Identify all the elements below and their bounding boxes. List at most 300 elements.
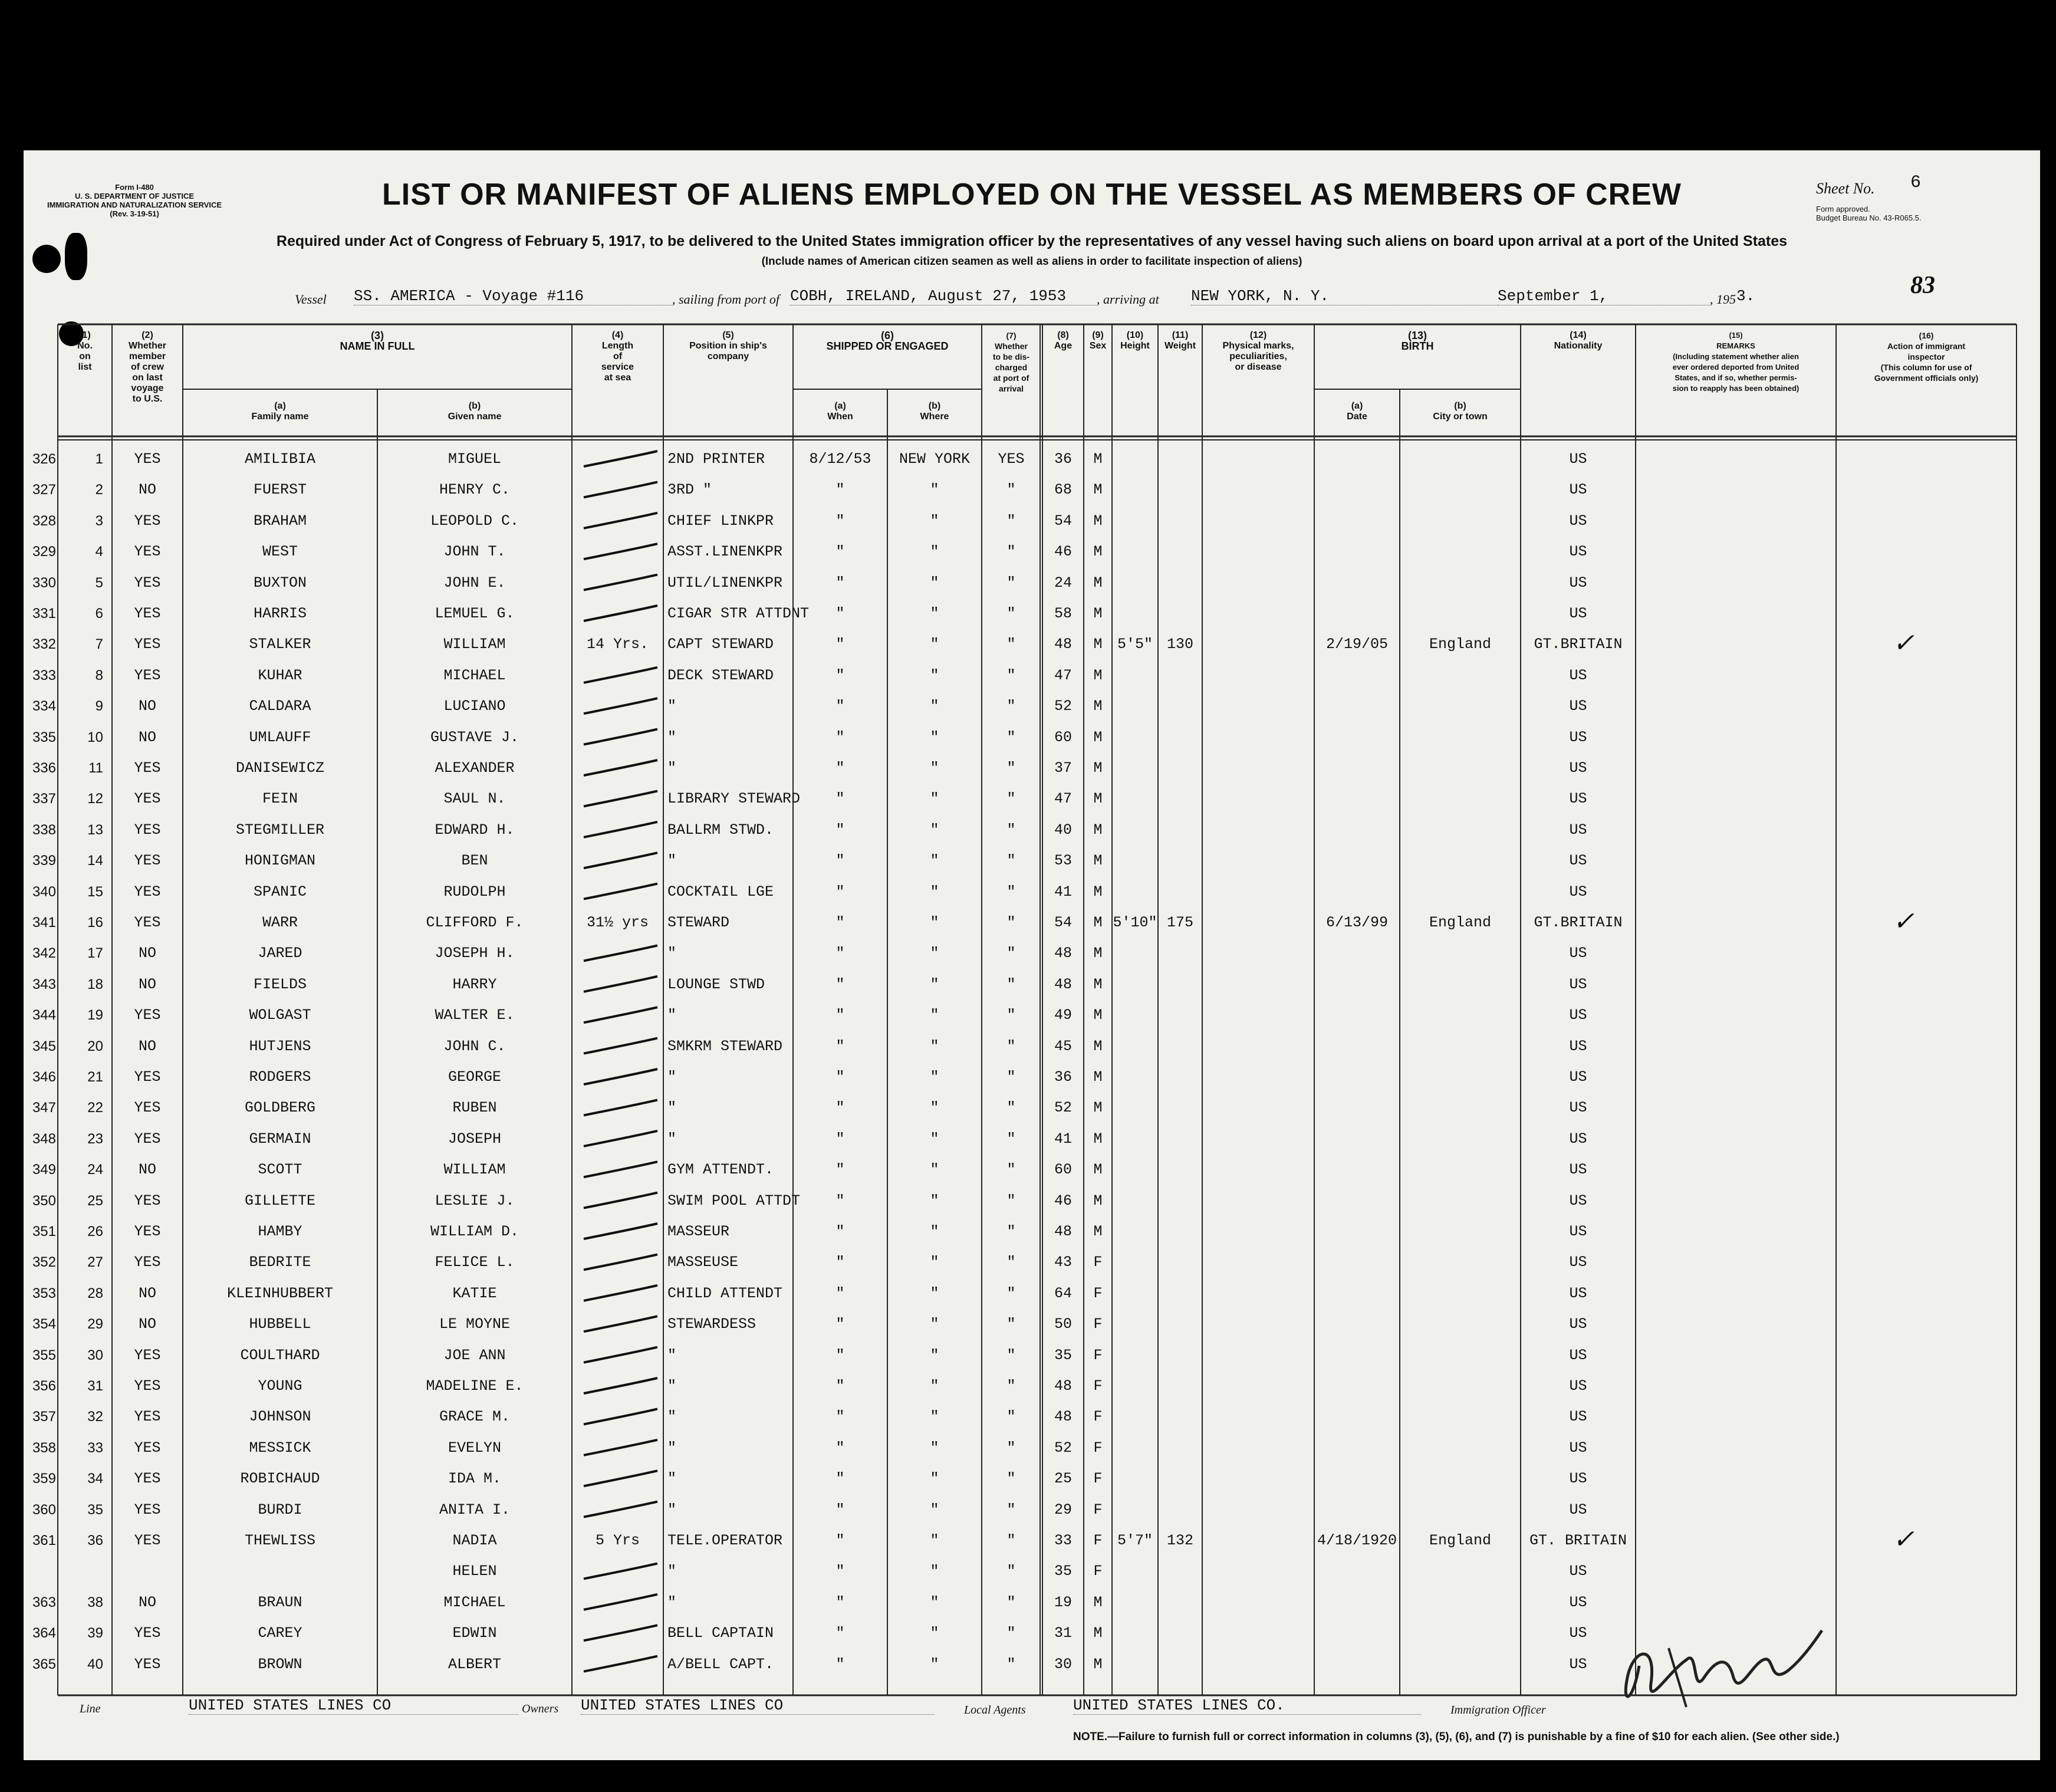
sex: M [1093,1099,1103,1117]
year-value: 3. [1736,287,1755,305]
age: 36 [1054,1068,1072,1086]
family-name: BRAHAM [253,512,307,530]
prev-voyage: YES [134,1346,161,1364]
family-name: BEDRITE [249,1254,311,1271]
shipped-where: " [930,1501,939,1518]
position: " [667,1377,677,1395]
discharge: " [1006,574,1016,591]
given-name: EDWIN [452,1625,497,1642]
form-approval-note: Form approved. Budget Bureau No. 43-R065.5. [1816,205,1922,222]
position: " [667,1408,677,1426]
shipped-where: " [930,1068,939,1086]
discharge: " [1006,1192,1016,1209]
service-dash-mark [584,1285,657,1301]
nationality: GT.BRITAIN [1534,636,1623,653]
nationality: US [1569,1161,1587,1179]
height: 5'10" [1113,914,1157,931]
discharge: " [1006,481,1016,499]
discharge: " [1006,1655,1016,1673]
list-index: 330 [32,574,56,591]
family-name: HONIGMAN [244,852,316,870]
row-number: 34 [87,1471,103,1487]
position: A/BELL CAPT. [667,1655,774,1673]
weight: 130 [1166,636,1193,653]
row-number: 19 [87,1007,103,1024]
prev-voyage: YES [134,451,161,468]
sheet-number: 6 [1910,173,1922,193]
service-dash-mark [584,1563,657,1579]
shipped-when: " [835,1099,845,1117]
given-name: JOHN T. [443,543,506,561]
shipped-where: " [930,666,939,684]
age: 52 [1054,1099,1072,1117]
list-index: 352 [32,1254,56,1271]
discharge: " [1006,1254,1016,1271]
shipped-where: " [930,1161,939,1179]
list-index: 357 [32,1409,56,1425]
shipped-where: " [930,574,939,591]
age: 52 [1054,1439,1072,1456]
service-dash-mark [584,1100,657,1115]
sex: F [1093,1501,1103,1518]
given-name: JOSEPH H. [435,945,515,962]
owners-label: Owners [522,1702,559,1715]
position: " [667,698,677,715]
prev-voyage: YES [134,883,161,900]
given-name: LE MOYNE [439,1316,511,1333]
prev-voyage: YES [134,1408,161,1426]
service-dash-mark [584,1162,657,1177]
header-shipped-when: (a) When [827,401,853,422]
age: 46 [1054,1192,1072,1209]
nationality: US [1569,698,1587,715]
age: 19 [1054,1593,1072,1611]
weight: 175 [1166,914,1193,931]
age: 48 [1054,636,1072,653]
discharge: " [1006,666,1016,684]
list-index: 361 [32,1533,56,1548]
manifest-sheet [24,150,2040,1760]
age: 54 [1054,914,1072,931]
age: 53 [1054,852,1072,870]
service-dash-mark [584,1254,657,1270]
family-name: JARED [258,945,302,962]
sex: M [1093,605,1103,622]
sex: M [1093,759,1103,777]
shipped-when: " [835,666,845,684]
discharge: " [1006,512,1016,530]
prev-voyage: YES [134,1439,161,1456]
header-length-of-service: (4) Length of service at sea [601,330,634,383]
family-name: YOUNG [258,1377,302,1395]
position: CHIEF LINKPR [667,512,774,530]
row-number: 22 [87,1100,103,1116]
service-dash-mark [584,1471,657,1486]
row-number: 40 [87,1656,103,1672]
service-length: 5 Yrs [595,1532,640,1549]
given-name: MIGUEL [448,451,501,468]
shipped-when: " [835,1593,845,1611]
family-name: CALDARA [249,698,311,715]
form-identifier: Form I-480 U. S. DEPARTMENT OF JUSTICE IMMIGRATION AND NATURALIZATION SERVICE (Rev. 3-19-51) [47,183,222,218]
discharge: " [1006,790,1016,808]
sex: F [1093,1532,1103,1549]
age: 50 [1054,1316,1072,1333]
list-index: 333 [32,667,56,683]
row-number: 28 [87,1285,103,1301]
list-index: 331 [32,606,56,622]
discharge: " [1006,1593,1016,1611]
sex: M [1093,451,1103,468]
given-name: NADIA [452,1532,497,1549]
discharge: " [1006,1099,1016,1117]
header-inspector-action: (16) Action of immigrant inspector (This column for use of Government officials only) [1874,331,1979,383]
prev-voyage: YES [134,1501,161,1518]
position: MASSEUR [667,1223,730,1240]
service-dash-mark [584,1069,657,1084]
inspector-check-mark: ✓ [1893,906,1914,936]
age: 48 [1054,945,1072,962]
nationality: US [1569,1130,1587,1147]
row-number: 39 [87,1625,103,1642]
service-dash-mark [584,1193,657,1208]
prev-voyage: YES [134,1007,161,1024]
instruction-subtitle: (Include names of American citizen seamen as well as aliens in order to facilitate inspection of aliens) [761,255,1302,268]
position: " [667,1470,677,1488]
position: " [667,728,677,746]
shipped-where: " [930,1346,939,1364]
row-number: 10 [87,729,103,745]
age: 31 [1054,1625,1072,1642]
prev-voyage: NO [138,1037,156,1055]
row-number: 32 [87,1409,103,1425]
service-dash-mark [584,698,657,713]
prev-voyage: NO [138,728,156,746]
service-dash-mark [584,544,657,559]
family-name: CAREY [258,1625,302,1642]
sex: M [1093,1223,1103,1240]
height: 5'7" [1117,1532,1153,1549]
given-name: JOHN E. [443,574,506,591]
header-birth: (13) BIRTH [1401,330,1434,352]
shipped-where: " [930,481,939,499]
service-dash-mark [584,945,657,961]
given-name: BEN [461,852,488,870]
arrival-date-value: September 1, [1498,287,1710,305]
position: " [667,1439,677,1456]
family-name: BUXTON [253,574,307,591]
prev-voyage: NO [138,945,156,962]
given-name: WALTER E. [435,1007,515,1024]
legal-subtitle: Required under Act of Congress of February 5, 1917, to be delivered to the United States immigration officer by the representatives of any vessel having such aliens on board upon arrival at a port of the United States [276,233,1788,249]
height: 5'5" [1117,636,1153,653]
sex: M [1093,574,1103,591]
discharge: " [1006,1037,1016,1055]
row-number: 29 [87,1316,103,1333]
prev-voyage: YES [134,512,161,530]
page-title: LIST OR MANIFEST OF ALIENS EMPLOYED ON THE VESSEL AS MEMBERS OF CREW [382,177,1682,212]
sex: M [1093,1593,1103,1611]
age: 58 [1054,605,1072,622]
sex: M [1093,666,1103,684]
nationality: US [1569,666,1587,684]
line-label: Line [80,1702,101,1715]
position: SWIM POOL ATTDT [667,1192,801,1209]
prev-voyage: YES [134,1532,161,1549]
nationality: US [1569,1377,1587,1395]
discharge: " [1006,759,1016,777]
family-name: DANISEWICZ [235,759,325,777]
list-index: 364 [32,1625,56,1642]
header-shipped-where: (b) Where [920,401,949,422]
family-name: HUBBELL [249,1316,311,1333]
shipped-where: " [930,543,939,561]
shipped-where: " [930,1655,939,1673]
shipped-where: " [930,1007,939,1024]
header-sex: (9) Sex [1089,330,1107,351]
nationality: US [1569,1223,1587,1240]
given-name: LESLIE J. [435,1192,515,1209]
shipped-when: " [835,1223,845,1240]
nationality: US [1569,945,1587,962]
sex: F [1093,1284,1103,1302]
shipped-where: " [930,728,939,746]
service-dash-mark [584,1440,657,1455]
service-dash-mark [584,822,657,837]
shipped-when: " [835,1439,845,1456]
sex: F [1093,1377,1103,1395]
nationality: US [1569,1254,1587,1271]
nationality: US [1569,512,1587,530]
prev-voyage: YES [134,1254,161,1271]
family-name: BROWN [258,1655,302,1673]
service-dash-mark [584,884,657,899]
service-dash-mark [584,1656,657,1672]
vessel-value: SS. AMERICA - Voyage #116 [354,287,672,305]
sex: M [1093,1068,1103,1086]
discharge: " [1006,605,1016,622]
row-number: 5 [95,574,103,591]
nationality: US [1569,852,1587,870]
shipped-when: " [835,1470,845,1488]
row-number: 27 [87,1254,103,1271]
prev-voyage: YES [134,1377,161,1395]
age: 41 [1054,1130,1072,1147]
given-name: KATIE [452,1284,497,1302]
age: 41 [1054,883,1072,900]
list-index: 359 [32,1471,56,1487]
discharge: " [1006,1563,1016,1580]
discharge: " [1006,1068,1016,1086]
shipped-where: " [930,698,939,715]
weight: 132 [1166,1532,1193,1549]
shipped-where: " [930,1223,939,1240]
age: 33 [1054,1532,1072,1549]
discharge: " [1006,1130,1016,1147]
shipped-when: " [835,852,845,870]
position: COCKTAIL LGE [667,883,774,900]
list-index: 346 [32,1069,56,1085]
age: 48 [1054,975,1072,993]
discharge: " [1006,636,1016,653]
family-name: GOLDBERG [244,1099,316,1117]
line-value: UNITED STATES LINES CO [189,1696,519,1715]
given-name: LUCIANO [443,698,506,715]
sex: M [1093,512,1103,530]
family-name: KLEINHUBBERT [226,1284,334,1302]
shipped-when: " [835,1037,845,1055]
shipped-where: " [930,1192,939,1209]
prev-voyage: NO [138,698,156,715]
header-family-name: (a) Family name [251,401,309,422]
shipped-where: " [930,1130,939,1147]
shipped-when: " [835,1346,845,1364]
shipped-when: " [835,1130,845,1147]
family-name: WOLGAST [249,1007,311,1024]
service-dash-mark [584,729,657,745]
position: SMKRM STEWARD [667,1037,783,1055]
age: 60 [1054,1161,1072,1179]
shipped-when: " [835,975,845,993]
shipped-when: " [835,790,845,808]
nationality: US [1569,1563,1587,1580]
discharge: " [1006,1284,1016,1302]
position: " [667,1068,677,1086]
row-number: 9 [95,698,103,715]
service-dash-mark [584,1224,657,1239]
discharge: " [1006,1007,1016,1024]
discharge: " [1006,1501,1016,1518]
header-given-name: (b) Given name [448,401,502,422]
position: LOUNGE STWD [667,975,765,993]
given-name: RUBEN [452,1099,497,1117]
prev-voyage: YES [134,790,161,808]
position: " [667,1099,677,1117]
given-name: EDWARD H. [435,821,515,839]
position: " [667,1593,677,1611]
list-index: 348 [32,1130,56,1147]
row-number: 31 [87,1378,103,1394]
sex: M [1093,728,1103,746]
discharge: " [1006,1223,1016,1240]
service-dash-mark [584,668,657,683]
family-name: KUHAR [258,666,302,684]
list-index: 345 [32,1038,56,1054]
service-dash-mark [584,1038,657,1054]
nationality: US [1569,605,1587,622]
position: DECK STEWARD [667,666,774,684]
given-name: HARRY [452,975,497,993]
sex: M [1093,1007,1103,1024]
sex: M [1093,636,1103,653]
list-index: 334 [32,698,56,715]
given-name: JOE ANN [443,1346,506,1364]
position: " [667,945,677,962]
row-number: 12 [87,791,103,807]
sex: F [1093,1254,1103,1271]
row-number: 25 [87,1192,103,1209]
age: 29 [1054,1501,1072,1518]
row-number: 1 [95,451,103,467]
row-number: 3 [95,512,103,529]
nationality: US [1569,574,1587,591]
sex: M [1093,790,1103,808]
prev-voyage: YES [134,605,161,622]
sex: M [1093,883,1103,900]
list-index: 328 [32,512,56,529]
shipped-where: " [930,852,939,870]
given-name: WILLIAM [443,636,506,653]
discharge: " [1006,1470,1016,1488]
age: 36 [1054,451,1072,468]
row-number: 36 [87,1533,103,1548]
service-dash-mark [584,1007,657,1022]
prev-voyage: YES [134,1470,161,1488]
discharge: YES [998,451,1025,468]
family-name: JOHNSON [249,1408,311,1426]
shipped-where: " [930,1532,939,1549]
shipped-when: " [835,914,845,931]
age: 54 [1054,512,1072,530]
sex: M [1093,1192,1103,1209]
given-name: GRACE M. [439,1408,511,1426]
service-dash-mark [584,976,657,992]
shipped-where: " [930,759,939,777]
prev-voyage: YES [134,666,161,684]
list-index: 343 [32,976,56,992]
header-position: (5) Position in ship's company [689,330,767,361]
header-remarks: (15) REMARKS (Including statement whether alien ever ordered deported from United States, and if so, whether permis- sion to reapply has been obtained) [1672,331,1800,393]
row-number: 26 [87,1224,103,1239]
discharge: " [1006,543,1016,561]
shipped-where: " [930,821,939,839]
service-dash-mark [584,1502,657,1517]
shipped-where: " [930,975,939,993]
position: " [667,1563,677,1580]
sex: M [1093,1130,1103,1147]
shipped-when: " [835,605,845,622]
list-index: 347 [32,1100,56,1116]
family-name: BRAUN [258,1593,302,1611]
shipped-when: " [835,1068,845,1086]
shipped-where: " [930,1284,939,1302]
nationality: US [1569,481,1587,499]
inspector-check-mark: ✓ [1893,1524,1914,1554]
family-name: STALKER [249,636,311,653]
discharge: " [1006,945,1016,962]
row-number: 6 [95,606,103,622]
sex: F [1093,1439,1103,1456]
row-number: 4 [95,544,103,560]
given-name: ALBERT [448,1655,501,1673]
shipped-where: " [930,636,939,653]
discharge: " [1006,1439,1016,1456]
shipped-where: " [930,1037,939,1055]
list-index: 358 [32,1439,56,1456]
prev-voyage: NO [138,1161,156,1179]
list-index: 351 [32,1224,56,1239]
age: 35 [1054,1563,1072,1580]
prev-voyage: NO [138,1284,156,1302]
agents-value: UNITED STATES LINES CO. [1073,1696,1421,1715]
list-index: 327 [32,482,56,498]
position: 3RD " [667,481,712,499]
sex: M [1093,481,1103,499]
prev-voyage: YES [134,1130,161,1147]
shipped-where: " [930,1377,939,1395]
prev-voyage: YES [134,1223,161,1240]
header-prev-voyage: (2) Whether member of crew on last voyage to U.S. [129,330,166,404]
